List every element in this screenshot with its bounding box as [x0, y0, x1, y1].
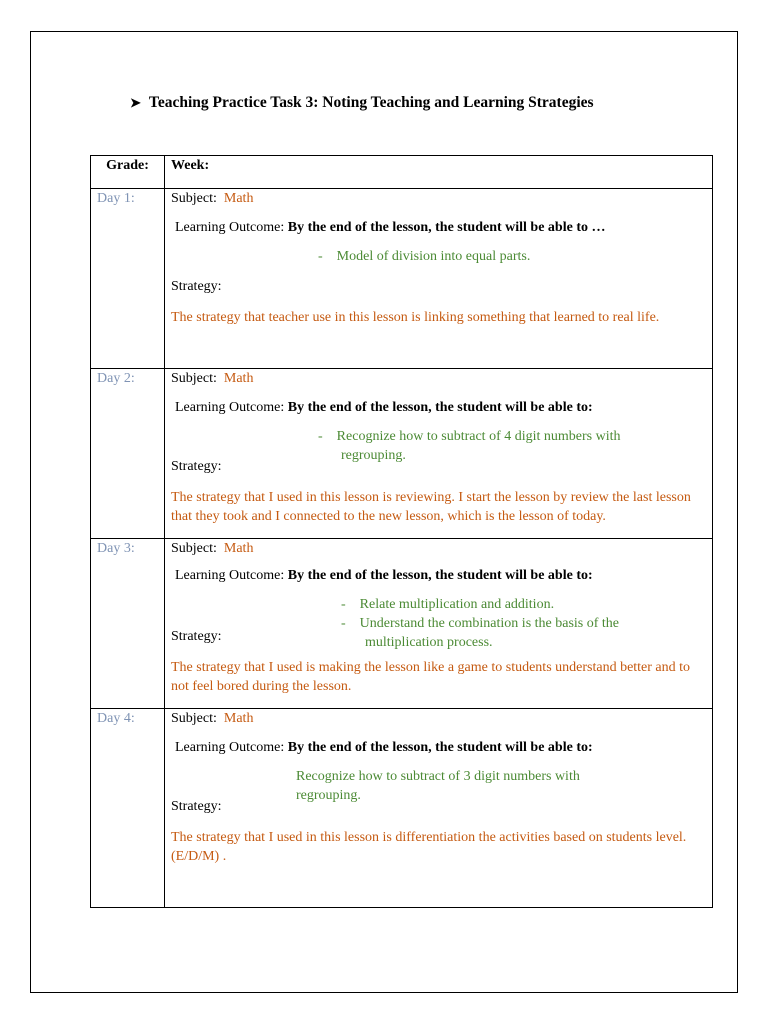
bullet-text: Relate multiplication and addition. [359, 597, 555, 612]
strategy-label: Strategy: [171, 799, 222, 814]
day-content [165, 539, 713, 709]
subject-label: Subject: [171, 371, 217, 386]
bullet-text: Model of division into equal parts. [336, 249, 531, 264]
table-row [91, 539, 713, 709]
outcome-line-continuation: regrouping. [296, 788, 361, 803]
table-header-row [91, 156, 713, 189]
strategy-label: Strategy: [171, 459, 222, 474]
strategy-table [90, 155, 713, 908]
day-label: Day 3: [91, 539, 165, 709]
grade-header: Grade: [91, 156, 165, 189]
week-header: Week: [165, 156, 713, 189]
outcome-text: By the end of the lesson, the student will be able to: [287, 568, 593, 583]
outcome-line: Recognize how to subtract of 3 digit numbers with [296, 769, 580, 784]
outcome-bullet: - Model of division into equal parts. [318, 249, 531, 264]
outcome-bullet: - Understand the combination is the basis of the [341, 616, 620, 631]
learning-outcome-line [175, 400, 593, 416]
outcome-label: Learning Outcome: [175, 400, 285, 415]
outcome-text: By the end of the lesson, the student will be able to: [287, 400, 593, 415]
title-text: Teaching Practice Task 3: Noting Teaching and Learning Strategies [148, 94, 594, 111]
arrow-bullet-icon: ➤ [130, 95, 141, 110]
learning-outcome-line [175, 568, 593, 584]
learning-outcome-line [175, 740, 593, 756]
outcome-bullet: - Relate multiplication and addition. [341, 597, 555, 612]
outcome-label: Learning Outcome: [175, 568, 285, 583]
day-label: Day 4: [91, 709, 165, 908]
strategy-label: Strategy: [171, 279, 222, 294]
subject-line [171, 541, 253, 557]
day-content [165, 189, 713, 369]
day-content [165, 709, 713, 908]
outcome-label: Learning Outcome: [175, 220, 285, 235]
day-label: Day 2: [91, 369, 165, 539]
strategy-text: The strategy that I used is making the lesson like a game to students understand better and to not feel bored during the lesson. [171, 660, 691, 694]
strategy-label: Strategy: [171, 629, 222, 644]
strategy-text: The strategy that I used in this lesson is reviewing. I start the lesson by review the last lesson that they took and I connected to the new lesson, which is the lesson of today. [171, 490, 691, 524]
outcome-label: Learning Outcome: [175, 740, 285, 755]
page-title [130, 94, 594, 112]
strategy-text: The strategy that teacher use in this lesson is linking something that learned to real life. [171, 310, 660, 325]
outcome-text: By the end of the lesson, the student will be able to: [287, 740, 593, 755]
subject-line [171, 191, 253, 207]
subject-value: Math [223, 541, 254, 556]
day-label: Day 1: [91, 189, 165, 369]
table-row [91, 709, 713, 908]
day-content [165, 369, 713, 539]
outcome-text: By the end of the lesson, the student will be able to … [287, 220, 606, 235]
subject-label: Subject: [171, 541, 217, 556]
subject-value: Math [223, 371, 254, 386]
outcome-bullet-continuation: multiplication process. [365, 635, 493, 650]
bullet-text: Understand the combination is the basis of the [359, 616, 620, 631]
bullet-text: Recognize how to subtract of 4 digit numbers with [336, 429, 621, 444]
strategy-text: The strategy that I used in this lesson is differentiation the activities based on students level. (E/D/M) . [171, 830, 687, 864]
outcome-bullet: - Recognize how to subtract of 4 digit numbers with [318, 429, 621, 444]
learning-outcome-line [175, 220, 605, 236]
subject-value: Math [223, 711, 254, 726]
outcome-bullet-continuation: regrouping. [341, 448, 406, 463]
table-row [91, 369, 713, 539]
subject-line [171, 371, 253, 387]
subject-label: Subject: [171, 711, 217, 726]
table-row [91, 189, 713, 369]
subject-line [171, 711, 253, 727]
subject-value: Math [223, 191, 254, 206]
subject-label: Subject: [171, 191, 217, 206]
